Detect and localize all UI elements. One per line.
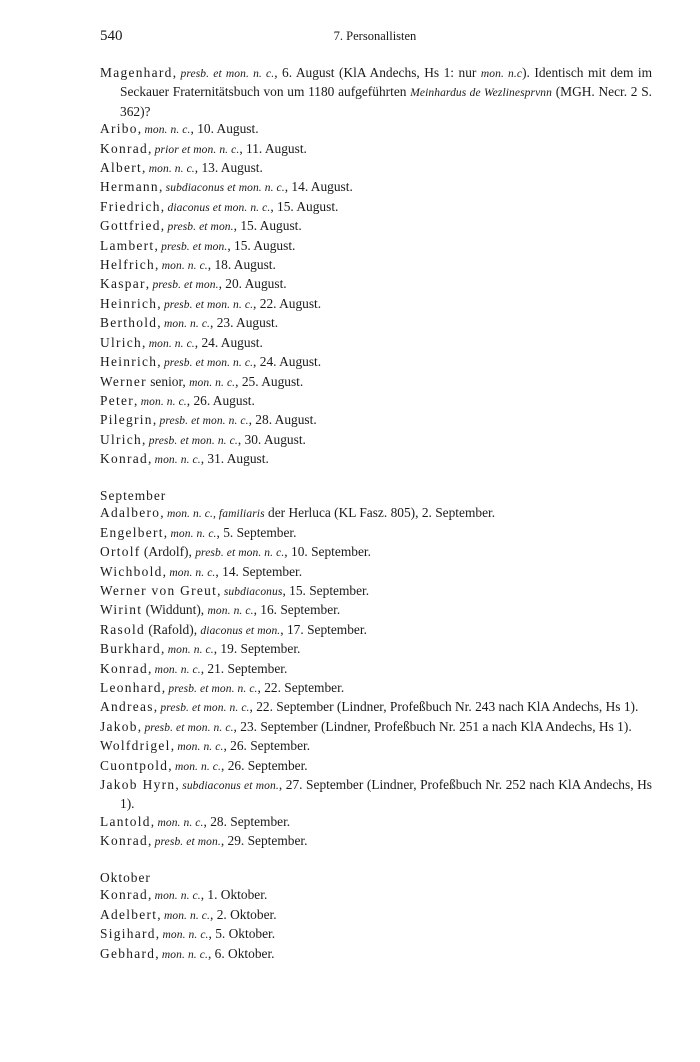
entry-separator: ,: [147, 833, 155, 849]
entry-detail: , 26. September.: [221, 757, 308, 773]
entry-detail: , 15. September.: [282, 582, 370, 598]
entry-detail: , 14. August.: [284, 179, 353, 195]
list-entry: [100, 159, 652, 178]
entry-detail: , 26. September.: [223, 738, 311, 754]
entry-separator: ,: [147, 451, 155, 467]
entry-detail: , 5. Oktober.: [208, 926, 276, 942]
entry-separator: ,: [157, 354, 164, 370]
entry-role: presb. et mon.: [154, 836, 221, 849]
person-name: Kaspar: [100, 276, 146, 292]
entry-role: mon. n. c.: [163, 909, 210, 922]
list-entry: [100, 679, 652, 698]
person-name: Werner von Greut: [100, 582, 218, 598]
list-entry: [100, 524, 652, 543]
entry-separator: (Rafold),: [145, 621, 201, 637]
list-entry: [100, 757, 652, 776]
entry-detail: , 19. September.: [213, 641, 301, 657]
entry-detail: , 28. September.: [203, 813, 291, 829]
list-entry: [100, 621, 652, 640]
entry-role: mon. n. c.: [148, 163, 195, 176]
entry-detail: , 5. September.: [216, 524, 297, 540]
entry-separator: ,: [142, 160, 149, 176]
entry-role: presb. et mon. n. c.: [160, 702, 250, 715]
entry-role: diaconus et mon.: [200, 624, 281, 637]
list-entry: [100, 698, 652, 717]
entry-detail: der Herluca (KL Fasz. 805), 2. September.: [264, 505, 496, 521]
list-entry: [100, 295, 652, 314]
person-name: Lambert: [100, 237, 155, 253]
entry-role: mon. n. c.: [163, 318, 211, 331]
list-entry: [100, 256, 652, 275]
entry-role: mon. n. c.: [157, 816, 204, 829]
person-name: Wichbold: [100, 563, 163, 579]
entry-detail: , 26. August.: [186, 392, 255, 408]
person-name: Wirint: [100, 602, 143, 618]
list-entry: [100, 776, 652, 813]
person-name: Andreas: [100, 699, 154, 715]
entry-role: diaconus et mon. n. c.: [167, 201, 271, 214]
list-entry: [100, 353, 652, 372]
section-gap: [100, 852, 652, 869]
list-entry: [100, 886, 652, 905]
entry-role: Meinhardus de Wezlinesprvnn: [410, 87, 553, 100]
personnel-list: [100, 64, 652, 964]
page-number: 540: [100, 28, 123, 44]
entry-detail: , 27. September (Lindner, Profeßbuch Nr. 252 nach KlA Andechs, Hs 1).: [120, 777, 652, 812]
person-name: Albert: [100, 160, 143, 176]
list-entry: [100, 217, 652, 236]
list-entry: [100, 140, 652, 159]
list-entry: [100, 120, 652, 139]
list-entry: [100, 718, 652, 737]
entry-separator: ,: [155, 257, 162, 273]
entry-detail: , 10. August.: [190, 121, 259, 137]
person-name: Burkhard: [100, 641, 161, 657]
entry-role: presb. et mon. n. c.: [148, 434, 238, 447]
person-name: Pilegrin: [100, 412, 153, 428]
entry-role: presb. et mon. n. c.: [168, 682, 258, 695]
entry-detail: , 21. September.: [200, 660, 288, 676]
entry-separator: ,: [158, 179, 166, 195]
entry-role: presb. et mon. n. c.: [144, 721, 234, 734]
entry-separator: ,: [157, 315, 164, 331]
person-name: Jakob: [100, 718, 138, 734]
entry-role: presb. et mon.: [152, 279, 219, 292]
person-name: Helfrich: [100, 257, 156, 273]
entry-separator: ,: [157, 295, 164, 311]
entry-role: subdiaconus et mon. n. c.: [165, 182, 285, 195]
entry-detail: , 14. September.: [215, 563, 303, 579]
list-entry: [100, 563, 652, 582]
entry-detail: , 31. August.: [200, 451, 269, 467]
entry-role: subdiaconus: [223, 585, 283, 598]
entry-separator: (Widdunt),: [142, 602, 208, 618]
list-entry: [100, 582, 652, 601]
entry-detail: , 22. August.: [253, 295, 322, 311]
entry-separator: ,: [134, 392, 141, 408]
person-name: Ortolf: [100, 544, 141, 560]
entry-detail: , 22. September (Lindner, Profeßbuch Nr. 243 nach KlA Andechs, Hs 1).: [249, 699, 639, 715]
entry-role: subdiaconus et mon.: [182, 780, 279, 793]
entry-separator: ,: [155, 926, 163, 942]
list-entry: [100, 660, 652, 679]
entry-separator: ,: [168, 757, 175, 773]
entry-separator: ,: [153, 699, 161, 715]
entry-role: presb. et mon. n. c.: [159, 415, 249, 428]
person-name: Gebhard: [100, 945, 156, 961]
entry-role: presb. et mon. n. c.: [163, 298, 254, 311]
entry-detail: , 23. August.: [210, 315, 279, 331]
person-name: Cuontpold: [100, 757, 169, 773]
entry-role: presb. et mon. n. c.: [195, 547, 285, 560]
entry-separator: ,: [154, 237, 162, 253]
person-name: Konrad: [100, 833, 148, 849]
person-name: Leonhard: [100, 679, 162, 695]
person-name: Konrad: [100, 660, 148, 676]
entry-detail: , 11. August.: [239, 140, 307, 156]
entry-detail: , 13. August.: [194, 160, 263, 176]
entry-detail: , 18. August.: [207, 257, 276, 273]
entry-separator: ,: [160, 641, 168, 657]
entry-separator: ,: [160, 198, 168, 214]
entry-detail: , 10. September.: [284, 544, 371, 560]
person-name: Wolfdrigel: [100, 738, 171, 754]
entry-detail: , 2. Oktober.: [210, 906, 277, 922]
entry-separator: ,: [150, 813, 158, 829]
entry-separator: ,: [160, 218, 168, 234]
person-name: Werner: [100, 373, 147, 389]
entry-separator: ,: [147, 887, 155, 903]
list-entry: [100, 373, 652, 392]
list-entry: [100, 450, 652, 469]
entry-separator: ,: [137, 718, 145, 734]
list-entry: [100, 314, 652, 333]
entry-role: mon. n. c.: [207, 605, 254, 618]
entry-detail: , 6. Oktober.: [207, 945, 275, 961]
entry-separator: ,: [157, 906, 164, 922]
entry-separator: ,: [152, 412, 160, 428]
entry-detail: , 15. August.: [227, 237, 296, 253]
entry-separator: ,: [155, 945, 162, 961]
entry-detail: , 20. August.: [218, 276, 287, 292]
entry-role: mon. n. c.: [154, 454, 201, 467]
entry-role: presb. et mon. n. c.: [163, 357, 254, 370]
list-entry: [100, 334, 652, 353]
list-entry: [100, 737, 652, 756]
person-name: Konrad: [100, 887, 148, 903]
list-entry: [100, 543, 652, 562]
section-heading-oktober: Oktober: [100, 870, 151, 886]
person-name: Hermann: [100, 179, 159, 195]
entry-separator: ,: [163, 524, 171, 540]
august-list: [100, 64, 652, 470]
entry-detail: , 15. August.: [233, 218, 302, 234]
entry-separator: ,: [147, 140, 155, 156]
entry-detail: , 23. September (Lindner, Profeßbuch Nr. 251 a nach KlA Andechs, Hs 1).: [233, 718, 632, 734]
entry-role: mon. n. c.: [174, 760, 221, 773]
person-name: Ulrich: [100, 431, 143, 447]
list-entry: [100, 601, 652, 620]
page-header: [100, 28, 650, 48]
entry-separator: senior,: [146, 373, 190, 389]
running-head: 7. Personallisten: [333, 29, 417, 43]
entry-role: mon. n. c.: [154, 663, 201, 676]
entry-separator: ,: [175, 777, 183, 793]
entry-detail: , 6. August (KlA Andechs, Hs 1: nur: [274, 65, 481, 80]
entry-detail: (MGH. Necr. 2 S. 362)?: [120, 84, 652, 119]
entry-detail: , 22. September.: [257, 679, 345, 695]
person-name: Friedrich: [100, 198, 161, 214]
entry-role: prior et mon. n. c.: [154, 143, 240, 156]
entry-role: mon. n. c.: [189, 376, 236, 389]
person-name: Peter: [100, 392, 135, 408]
entry-role: mon. n. c., familiaris: [166, 508, 265, 521]
person-name: Lantold: [100, 813, 151, 829]
list-entry: [100, 813, 652, 832]
entry-separator: ,: [137, 121, 145, 137]
list-entry: [100, 640, 652, 659]
person-name: Heinrich: [100, 354, 158, 370]
entry-separator: ,: [147, 660, 155, 676]
entry-separator: ,: [170, 738, 178, 754]
oktober-list: [100, 886, 652, 964]
person-name: Engelbert: [100, 524, 164, 540]
entry-detail: , 17. September.: [280, 621, 367, 637]
entry-role: mon. n. c.: [148, 337, 195, 350]
entry-separator: ,: [142, 334, 149, 350]
entry-detail: , 15. August.: [270, 198, 339, 214]
list-entry: [100, 64, 652, 120]
person-name: Konrad: [100, 140, 148, 156]
entry-detail: , 29. September.: [220, 833, 308, 849]
entry-detail: , 28. August.: [248, 412, 317, 428]
entry-separator: ,: [162, 563, 170, 579]
list-entry: [100, 925, 652, 944]
person-name: Magenhard: [100, 65, 173, 80]
entry-role: mon. n. c.: [170, 527, 217, 540]
entry-role: mon. n. c.: [177, 741, 224, 754]
entry-role: presb. et mon.: [167, 221, 234, 234]
list-entry: [100, 832, 652, 851]
entry-role: mon. n. c.: [154, 890, 201, 903]
list-entry: [100, 275, 652, 294]
entry-separator: ,: [217, 582, 224, 598]
entry-separator: (Ardolf),: [140, 544, 196, 560]
entry-detail: ). Identisch mit dem im Seckauer Fraternitätsbuch von um 1180 aufgeführten: [120, 65, 652, 100]
person-name: Berthold: [100, 315, 158, 331]
list-entry: [100, 392, 652, 411]
entry-role: mon. n. c.: [161, 260, 208, 273]
person-name: Sigihard: [100, 926, 156, 942]
person-name: Aribo: [100, 121, 138, 137]
entry-role: mon. n. c.: [144, 124, 191, 137]
list-entry: [100, 504, 652, 523]
person-name: Jakob Hyrn: [100, 777, 176, 793]
person-name: Adelbert: [100, 906, 158, 922]
list-entry: [100, 237, 652, 256]
list-entry: [100, 906, 652, 925]
entry-detail: , 24. August.: [194, 334, 263, 350]
person-name: Gottfried: [100, 218, 161, 234]
entry-separator: ,: [160, 505, 167, 521]
entry-separator: ,: [172, 65, 181, 80]
entry-separator: ,: [161, 679, 169, 695]
entry-role: mon. n.c: [480, 68, 523, 80]
entry-detail: , 16. September.: [253, 602, 341, 618]
person-name: Ulrich: [100, 334, 143, 350]
entry-role: mon. n. c.: [167, 644, 214, 657]
list-entry: [100, 431, 652, 450]
entry-separator: ,: [145, 276, 153, 292]
entry-role: mon. n. c.: [161, 948, 208, 961]
section-heading-september: September: [100, 487, 167, 503]
entry-detail: , 25. August.: [235, 373, 304, 389]
entry-detail: , 30. August.: [237, 431, 306, 447]
entry-detail: , 24. August.: [253, 354, 322, 370]
list-entry: [100, 198, 652, 217]
september-list: [100, 504, 652, 851]
entry-separator: ,: [142, 431, 149, 447]
person-name: Adalbero: [100, 505, 161, 521]
entry-role: presb. et mon.: [161, 240, 228, 253]
entry-role: presb. et mon. n. c.: [180, 68, 275, 80]
person-name: Rasold: [100, 621, 145, 637]
section-gap: [100, 470, 652, 487]
person-name: Konrad: [100, 451, 148, 467]
list-entry: [100, 411, 652, 430]
entry-role: mon. n. c.: [162, 929, 209, 942]
entry-role: mon. n. c.: [169, 566, 216, 579]
person-name: Heinrich: [100, 295, 158, 311]
entry-role: mon. n. c.: [140, 395, 187, 408]
entry-detail: , 1. Oktober.: [200, 887, 268, 903]
list-entry: [100, 178, 652, 197]
list-entry: [100, 945, 652, 964]
